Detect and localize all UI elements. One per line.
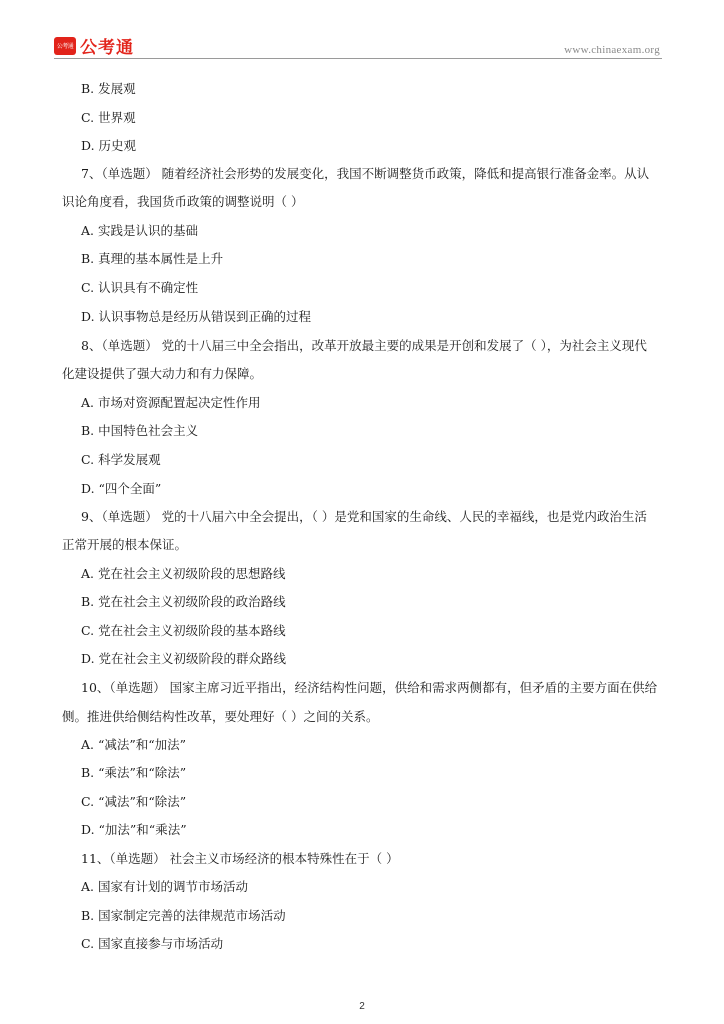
answer-option: B. 真理的基本属性是上升 (81, 251, 224, 266)
answer-option: A. 实践是认识的基础 (81, 223, 198, 238)
answer-option: C. 国家直接参与市场活动 (81, 936, 224, 951)
page-header (0, 0, 724, 60)
answer-option: C. “减法”和“除法” (81, 794, 187, 809)
answer-option: B. 党在社会主义初级阶段的政治路线 (81, 594, 286, 609)
site-url: www.chinaexam.org (564, 44, 660, 56)
question-text: 识论角度看，我国货币政策的调整说明（ ） (62, 194, 304, 209)
logo-badge-icon: 公考通 (54, 37, 76, 55)
answer-option: D. 党在社会主义初级阶段的群众路线 (81, 651, 287, 666)
question-text: 化建设提供了强大动力和有力保障。 (62, 366, 263, 381)
answer-option: A. 党在社会主义初级阶段的思想路线 (81, 566, 286, 581)
question-text: 9、（单选题） 党的十八届六中全会提出，（ ）是党和国家的生命线、人民的幸福线，也是党内政治生活 (81, 509, 647, 524)
question-text: 11、（单选题） 社会主义市场经济的根本特殊性在于（ ） (81, 851, 399, 866)
answer-option: B. 发展观 (81, 81, 136, 96)
question-text: 10、（单选题） 国家主席习近平指出，经济结构性问题，供给和需求两侧都有，但矛盾的主要方面在供给 (81, 680, 658, 695)
answer-option: D. “加法”和“乘法” (81, 822, 187, 837)
answer-option: B. 中国特色社会主义 (81, 423, 199, 438)
answer-option: A. 市场对资源配置起决定性作用 (81, 395, 261, 410)
answer-option: D. 认识事物总是经历从错误到正确的过程 (81, 309, 312, 324)
chinaexam-logo (54, 33, 134, 58)
question-text: 正常开展的根本保证。 (62, 537, 188, 552)
answer-option: C. 认识具有不确定性 (81, 280, 199, 295)
logo-text: 公考通 (80, 38, 134, 58)
question-text: 8、（单选题） 党的十八届三中全会指出，改革开放最主要的成果是开创和发展了（ ），为社会主义现代 (81, 338, 647, 353)
header-divider (54, 58, 662, 59)
answer-option: D. 历史观 (81, 138, 137, 153)
page-number: 2 (359, 1001, 365, 1012)
question-text: 7、（单选题） 随着经济社会形势的发展变化，我国不断调整货币政策，降低和提高银行准备金率。从认 (81, 166, 650, 181)
answer-option: A. 国家有计划的调节市场活动 (81, 879, 248, 894)
question-text: 侧。推进供给侧结构性改革，要处理好（ ）之间的关系。 (62, 709, 379, 724)
answer-option: B. “乘法”和“除法” (81, 765, 187, 780)
answer-option: B. 国家制定完善的法律规范市场活动 (81, 908, 286, 923)
answer-option: C. 世界观 (81, 110, 136, 125)
answer-option: C. 党在社会主义初级阶段的基本路线 (81, 623, 286, 638)
answer-option: A. “减法”和“加法” (81, 737, 187, 752)
answer-option: D. “四个全面” (81, 481, 162, 496)
answer-option: C. 科学发展观 (81, 452, 161, 467)
